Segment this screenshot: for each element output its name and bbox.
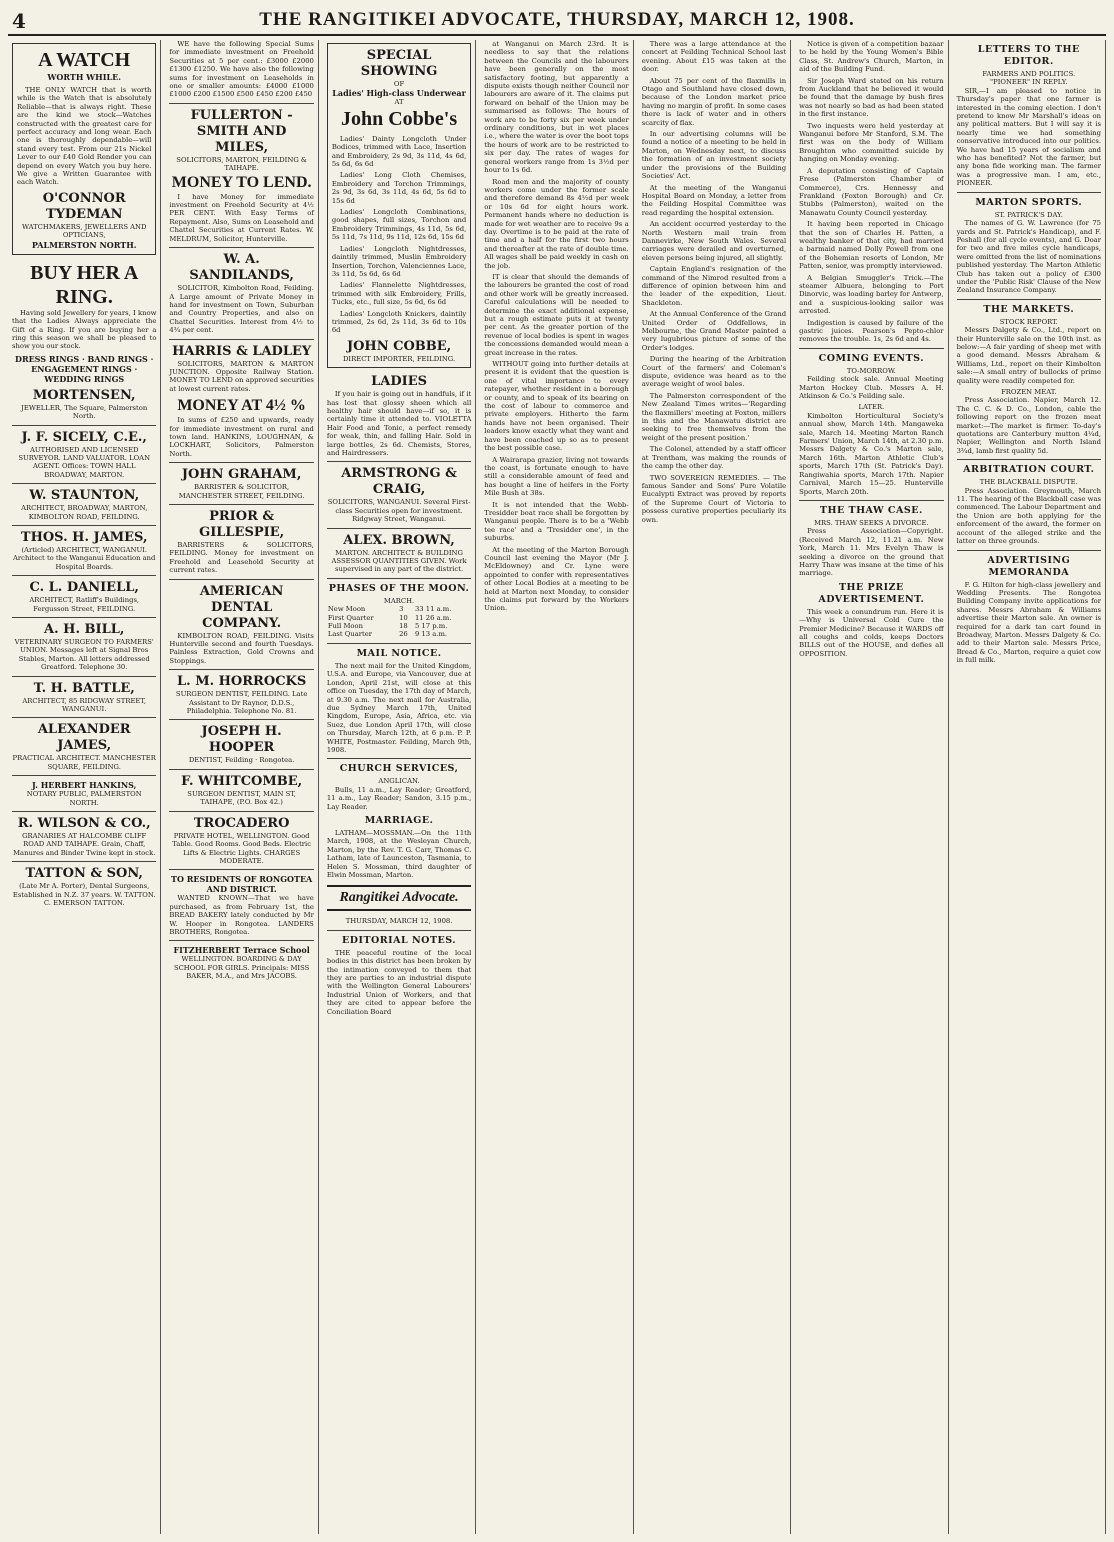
divider [12,861,156,862]
news-paragraph: About 75 per cent of the flaxmills in Otago and Southland have closed down, because of the London market price having no margin of profit. In some cases there is lack of water and in others scarcity of flax. [641,76,787,127]
card-james [12,530,156,571]
card-text: MARTON. ARCHITECT & BUILDING ASSESSOR QUANTITIES GIVEN. Work supervised in any part of the district. [331,548,467,574]
news-paragraph: TWO SOVEREIGN REMEDIES. — The famous Sander and Sons' Pure Volatile Eucalypti Extract was proved by reports of the Supreme Court of Victoria to possess curative properties peculiarly its own. [641,473,787,524]
table-row [327,630,471,638]
article-paragraph: At the meeting of the Marton Borough Council last evening the Mayor (Mr J. McEldowney) and Cr. Lyne were appointed to confer with representatives of other Local Bodies at a meeting to be held at Marton next Monday, to consider the claims put forward by the Workers Union. [484,545,629,613]
watch-subheading: WORTH WHILE. [47,72,121,82]
watch-heading: A WATCH [38,49,131,71]
card-name: HARRIS & LADLEY [172,343,312,359]
column-5 [638,40,791,1534]
cobbe-sub: DIRECT IMPORTER, FEILDING. [342,354,456,363]
special-of: OF [393,80,405,88]
marriage-heading: MARRIAGE. [364,814,434,826]
divider [799,348,943,349]
editorial-heading: EDITORIAL NOTES. [342,934,457,946]
news-paragraph: It having been reported in Chicago that the son of Charles H. Patten, a wealthy banker of that city, had married a barmaid named Dolly Powell from one of the Bohemian resorts of London, Mr Patten, senior, was promptly interviewed. [799,220,944,271]
watch-text: THE ONLY WATCH that is worth while is the Watch that is absolutely Reliable—that is always right. These are the kind we stock—Watches constructed with the greatest care for perfect accuracy and long wear. Each one is thoroughly dependable—will stand every test. From our 21s Nickel Lever to our £40 Gold Render you can depend on every Watch you buy here. We give a Written Guarantee with each Watch. [17,86,152,187]
news-paragraph: An accident occurred yesterday to the North Western mail train from Dannevirke, New South Wales. Several carriages were derailed and overturned, eleven persons being injured, all slightly. [641,220,787,262]
moon-phase: First Quarter [327,613,374,622]
news-paragraph: During the hearing of the Arbitration Court of the farmers' and Coleman's dispute, evidence was heard as to the average weight of wool bales. [641,355,787,389]
column-6 [795,40,948,1534]
divider [957,459,1101,460]
card-text: VETERINARY SURGEON TO FARMERS' UNION. Messages left at Signal Bros Stables, Marton. All letters addressed Greatford. Telephone 30. [14,638,154,672]
card-text: WELLINGTON. BOARDING & DAY SCHOOL FOR GIRLS. Principals: MISS BAKER, M.A., and Mrs JACOBS. [173,955,310,981]
card-name: W. A. SANDILANDS, [189,252,294,284]
marriage-text: LATHAM—MOSSMAN.—On the 11th March, 1908, at the Wesleyan Church, Marton, by the Rev. T. G. Carr, Thomas C. Latham, late of Launceston, Tasmania, to Helen S. Mossman, third daughter of Elwin Mossman, Marton. [326,828,472,879]
moon-time: 9 13 a.m. [414,630,448,639]
card-text: SURGEON DENTIST, MAIN ST, TAIHAPE, (P.O. Box 42.) [187,789,296,807]
card-name: TATTON & SON, [25,866,143,882]
card-text: NOTARY PUBLIC, PALMERSTON NORTH. [26,790,142,807]
cobbe-advert [327,43,471,368]
divider [957,192,1101,193]
article-paragraph: A Wairarapa grazier, living not towards the coast, is fortunate enough to have still a considerable amount of feed and has bought a line of heifers in the Forty Mile Bush at 38s. [484,455,629,498]
letters-subheading: FARMERS AND POLITICS. [982,70,1076,78]
special-heading: SPECIAL SHOWING [360,48,438,79]
card-name: FITZHERBERT Terrace School [173,945,310,956]
moon-heading: PHASES OF THE MOON. [328,582,470,594]
arbitration-heading: ARBITRATION COURT. [963,464,1095,476]
firm-tydeman: TYDEMAN [45,206,123,222]
news-paragraph: A deputation consisting of Captain Frese (Palmerston Chamber of Commerce), Crs. Hennessy and Frankland (Foxton Borough) and Cr. Stubbs (Palmerston), waited on the Manawatu County Council yesterday. [799,166,944,217]
news-paragraph: Notice is given of a competition bazaar to be held by the Young Women's Bible Class, St. Andrew's Church, Marton, in aid of the Building Fund. [799,40,944,74]
prize-text: This week a conundrum run. Here it is—Why is Universal Cold Cure the Premier Medicine? Because it WARDS off all coughs and colds, keeps Doctors BILLS out of the HOUSE, and defies all OPPOSITION. [799,607,944,658]
card-name: ARMSTRONG & CRAIG, [341,466,457,498]
special-line: Ladies' High-class Underwear [332,88,466,99]
ring-advert [12,261,156,421]
moon-month: MARCH. [383,596,415,605]
divider [327,643,471,644]
ring-list: DRESS RINGS · BAND RINGS · ENGAGEMENT RINGS · WEDDING RINGS [15,353,154,384]
divider [12,775,156,776]
later-text: Kimbolton Horticultural Society's annual show, March 14th. Mangaweka sale, March 14. Meeting Marton Ranch Farmers' Union, March 14th, at 2.30 p.m. Messrs Dalgety & Co.'s Marton sale, March 16th. Marton Athletic Club's sports, March 17th (St. Patrick's Day). Rangiwahia sports, March 17th. Napier Carnival, March 15—25. Hunterville Sports, March 20th. [799,411,944,496]
divider [12,483,156,484]
columns [8,40,1106,1534]
card-name: J. F. SICELY, C.E., [21,429,147,445]
divider [169,103,313,104]
list-item: Ladies' Longcloth Combinations, good shapes, full sizes, Torchon and Embroidery Trimmings, 4s 11d, 5s 6d, 5s 11d, 7s 11d, 9s 11d, 12s 6d, 15s 6d [331,208,467,242]
divider [957,299,1101,300]
special-at: AT [394,98,404,107]
divider [327,758,471,759]
column-3 [323,40,476,1534]
card-staunton [12,488,156,521]
divider [327,461,471,462]
card-name: JOSEPH H. HOOPER [201,724,282,756]
ladies-heading: LADIES [371,374,427,390]
list-item: Ladies' Flannelette Nightdresses, trimmed with silk Embroidery, Frills, Tucks, etc., full size, 5s 6d, 6s 6d [331,281,467,307]
card-sicely [12,430,156,480]
letter-text: SIR,—I am pleased to notice in Thursday's paper that one farmer is interested in the coming election. I don't pretend to know Mr Marshall's ideas on any political matters. But I will say it is nearly time we had something conservative introduced into our politics. We have had 15 years of socialism and who has benefited? Not the farmer, but any bona fide working man. The farmer was a progressive man. I am, etc., PIONEER. [956,86,1101,188]
divider [12,717,156,718]
card-name: JOHN GRAHAM, [181,467,302,483]
underwear-list [332,135,466,335]
card-name: C. L. DANIELL, [29,580,139,596]
card-text: PRACTICAL ARCHITECT. MANCHESTER SQUARE, FEILDING. [12,754,156,771]
money-heading: MONEY TO LEND. [171,173,312,191]
card-text: (Articled) ARCHITECT, WANGANUI. Architect to the Wanganui Education and Hospital Boards. [12,545,156,571]
card-name: T. H. BATTLE, [33,680,135,696]
editorial-text: THE peaceful routine of the local bodies in this district has been broken by the intimation conveyed to them that they are parties to an industrial dispute with the Wellington General Labourers' Industrial Union of Workers, and that they are cited to appear before the Conciliation Board [326,948,472,1016]
divider [12,811,156,812]
card-name: PRIOR & GILLESPIE, [199,509,285,540]
card-daniell [12,580,156,613]
moon-day: 18 [399,622,408,631]
card-text: ARCHITECT, Ratliff's Buildings, Fergusson Street, FEILDING. [29,596,140,613]
divider [169,247,313,248]
card-text: SOLICITORS, MARTON & MARTON JUNCTION. Opposite Railway Station. MONEY TO LEND on approved securities at lowest current rates. [169,359,314,393]
money4-heading: MONEY AT 4½ % [177,397,306,415]
cobbe-name: John Cobbe's [340,107,458,130]
church-sub: ANGLICAN. [378,777,420,786]
watch-advert [12,43,156,255]
news-paragraph: At the Annual Conference of the Grand United Order of Oddfellows, in Melbourne, the Grand Master painted a very lugubrious picture of some of the Order's lodges. [641,310,787,352]
thaw-subheading: MRS. THAW SEEKS A DIVORCE. [814,518,929,527]
page-number: 4 [12,9,26,33]
divider [169,669,313,670]
news-paragraph: Indigestion is caused by failure of the gastric juices. Pearson's Pepto-chlor removes the trouble. 1s, 2s 6d and 4s. [799,318,944,344]
stock-heading: STOCK REPORT. [999,317,1058,326]
list-item: Ladies' Longcloth Knickers, daintily trimmed, 2s 6d, 2s 11d, 3s 6d to 10s 6d [331,309,467,335]
divider [12,425,156,426]
frozen-text: Press Association. Napier, March 12. The C. C. & D. Co., London, cable the following report on the frozen meat market:—The market is firmer. To-day's quotations are Canterbury mutton 4¼d, Napier, Wellington and North Island 3¾d, lamb first quality 5d. [956,396,1101,455]
money4-advert [169,396,313,458]
arbitration-subheading: THE BLACKBALL DISPUTE. [979,478,1078,487]
news-paragraph: In our advertising columns will be found a notice of a meeting to be held in Marton, on Wednesday next, to discuss the formation of an investment society under the provisions of the Building Societies' Act. [641,130,787,181]
column-1 [8,40,161,1534]
thaw-heading: THE THAW CASE. [819,504,923,516]
card-harris [169,344,313,394]
card-name: TO RESIDENTS OF RONGOTEA AND DISTRICT. [171,874,313,895]
card-text: BARRISTERS & SOLICITORS, FEILDING. Money for investment on Freehold and Leasehold Security at current rates. [169,541,314,575]
card-text: ARCHITECT, BROADWAY, MARTON, KIMBOLTON ROAD, FEILDING. [21,504,148,521]
ladies-text: If you hair is going out in handfuls, if it has lost that glossy sheen which all healthy hair should have—if so, it is certainly time it attended to. VIOLETTA Hair Food and Tonic, a perfect remedy for weak, thin, and falling Hair. Sold in large bottles, 2s 6d. Chemists, Stores, and Hairdressers. [326,390,472,457]
card-hooper [169,724,313,764]
card-tatton [12,866,156,907]
list-item: Ladies' Longcloth Nightdresses, daintily trimmed, Muslin Embroidery Insertion, Torchon, Valenciennes Lace, 3s 11d, 5s 6d, 6s 6d [331,244,467,278]
card-armstrong [327,466,471,523]
card-text: WANTED KNOWN—That we have purchased, as from February 1st, the BREAD BAKERY lately conducted by Mr W. Hooper in Rongotea. LANDERS BROTHERS, Rongotea. [169,894,314,936]
card-fullerton [169,108,313,173]
church-heading: CHURCH SERVICES, [339,763,459,775]
memoranda-heading: ADVERTISING MEMORANDA [987,554,1071,578]
masthead [8,6,1106,36]
card-name: L. M. HORROCKS [177,674,307,690]
mortensen-name: MORTENSEN, [32,387,136,403]
divider [169,504,313,505]
cobbe-name-2: JOHN COBBE, [346,338,452,354]
money4-text: In sums of £250 and upwards, ready for immediate investment on rural and town land. HANKINS, LOUGHNAN, & LOCKHART, Solicitors, Palmerston North. [169,416,314,458]
card-text: PRIVATE HOTEL, WELLINGTON. Good Table. Good Rooms. Good Beds. Electric Lifts & Electric Lights. CHARGES MODERATE. [172,831,312,865]
divider [327,528,471,529]
news-paragraph: The Palmerston correspondent of the New Zealand Times writes—'Regarding the flaxmillers' meeting at Foxton, millers in this and the Manawatu district are seeking to free themselves from the weight of the present position.' [641,391,787,442]
stock-text: Messrs Dalgety & Co., Ltd., report on their Hunterville sale on the 10th inst. as below:—A fair yarding of sheep met with a good demand. Messrs Abraham & Williams, Ltd., report on their Kimbolton sale:—A small entry of bullocks of prime quality were readily competed for. [956,326,1101,385]
divider [169,339,313,340]
news-paragraph: A Belgian Smuggler's Trick.—The steamer Albuera, belonging to Port Dinorvic, was loading barley for Antwerp, and a suspicious-looking sailor was arrested. [799,273,944,316]
divider [799,500,943,501]
card-sandilands [169,252,313,334]
article-paragraph: It is not intended that the Webb-Tresidder boat race shall be forgotten by Wanganui people. There is to be a 'Webb tee race' and a 'Tresidder one', in the suburbs. [484,500,629,543]
thaw-text: Press Association—Copyright. (Received March 12, 11.21 a.m. New York, March 11. Mrs Evelyn Thaw is seeking a divorce on the ground that Harry Thaw was insane at the time of his marriage. [799,527,944,578]
card-alexander [12,722,156,771]
card-dental [169,584,313,666]
divider [327,578,471,579]
column-4 [480,40,633,1534]
mail-text: The next mail for the United Kingdom, U.S.A. and Europe, via Vancouver, due at London, April 21st, will close at this office on Tuesday, the 17th day of March, at 9.30 a.m. The next mail for Australia, due Sydney March 17th, United Kingdom, Europe, Asia, Africa, etc. via Suez, due London April 17th, will close on Thursday, March 12th, at 6 p.m. P. P. WHITE, Postmaster. Feilding, March 9th, 1908. [326,661,472,754]
column-2 [165,40,318,1534]
ring-text: Having sold Jewellery for years, I know that the Ladies Always appreciate the Gift of a Ring. If you are buying her a ring this season we shall be pleased to show you our stock. [12,308,157,351]
moon-table [327,605,471,639]
events-heading: COMING EVENTS. [818,352,925,364]
sums-text: WE have the following Special Sums for immediate investment on Freehold Securities at 5 per cent.: £3000 £2000 £1300 £1250. We have also the following sums for investment on Leaseholds in one or smaller amounts: £4000 £1000 £1000 £200 £1500 £500 £450 £200 £450 [169,40,314,99]
news-paragraph: There was a large attendance at the concert at Feilding Technical School last evening. About £15 was taken at the door. [641,40,787,74]
news-paragraph: Captain England's resignation of the command of the Nimrod resulted from a difference of opinion between him and the leader of the expedition, Lieut. Shackleton. [641,265,787,307]
divider [169,869,313,870]
divider [169,462,313,463]
moon-time: 11 26 a.m. [414,613,452,622]
card-name: A. H. BILL, [44,622,125,637]
divider [957,550,1101,551]
card-name: ALEXANDER JAMES, [37,722,131,754]
moon-day: 3 [399,605,404,614]
card-text: GRANARIES AT HALCOMBE CLIFF ROAD AND TAIHAPE. Grain, Chaff, Manures and Binder Twine kept in stock. [13,832,156,857]
card-name: THOS. H. JAMES, [20,529,148,545]
card-text: BARRISTER & SOLICITOR, MANCHESTER STREET, FEILDING. [178,483,305,500]
moon-day: 26 [399,630,408,639]
card-graham [169,467,313,500]
moon-time: 5 17 p.m. [414,622,448,631]
card-fitzherbert [169,945,313,980]
tomorrow-heading: TO-MORROW. [846,366,896,375]
divider [169,719,313,720]
newspaper-title: THE RANGITIKEI ADVOCATE, THURSDAY, MARCH 12, 1908. [259,9,855,30]
card-rongotea [169,874,313,936]
moon-phase: Full Moon [327,622,363,631]
inner-masthead: Rangitikei Advocate. [327,885,471,911]
card-battle [12,681,156,714]
money-text: I have Money for immediate investment on Freehold Security at 4½ PER CENT. With Easy Terms of Repayment. Also, Sums on Leasehold and Chattel Securities at Current Rates. W. MELDRUM, Solicitor, Hunterville. [169,192,314,243]
table-row [327,614,471,622]
sports-heading: MARTON SPORTS. [975,196,1083,208]
sports-subheading: ST. PATRICK'S DAY. [994,210,1063,219]
later-heading: LATER. [858,403,885,412]
moon-time: 33 11 a.m. [414,605,452,614]
card-name: R. WILSON & CO., [17,816,151,832]
card-text: KIMBOLTON ROAD, FEILDING. Visits Hunterville second and fourth Tuesdays. Painless Extraction, Gold Crowns and Stoppings. [169,631,314,665]
ring-heading: BUY HER A RING. [30,261,139,308]
prize-heading: THE PRIZE ADVERTISEMENT. [818,581,925,605]
firm-oconnor: O'CONNOR [42,190,126,206]
card-whitcombe [169,774,313,807]
card-prior [169,509,313,575]
moon-section [327,583,471,639]
arbitration-text: Press Association. Greymouth, March 11. The hearing of the Blackball case was commenced. The Labour Department and the Union are both applying for the enforcement of the award, the former on account of the alleged strike and the latter on three grounds. [956,486,1101,546]
memoranda-text: F. G. Hilton for high-class jewellery and Wedding Presents. The Rongotea Building Company invite applications for shares. Messrs Abraham & Williams advertise their Marton sale. An owner is required for a dark tan cart found in Broadway, Marton. Messrs Dalgety & Co. add to their Marton sale. Messrs Price, Bread & Co., Marton, require a quiet cow in full milk. [956,580,1101,665]
card-text: AUTHORISED AND LICENSED SURVEYOR. LAND VALUATOR. LOAN AGENT. Offices: TOWN HALL BROADWAY, MARTON. [18,445,151,479]
moon-phase: Last Quarter [327,630,373,639]
divider [327,930,471,931]
moon-day: 10 [399,613,408,622]
article-paragraph: Road men and the majority of county workers come under the former scale and therefore demand 8s 4½d per week or 10s 6d for eight hours work. Permanent hands where no deduction is made for wet weather are to receive 9s a day. Overtime is to be paid at the rate of time and a half for the first two hours and thereafter at the rate of double time. All wages shall be paid weekly in cash on the job. [484,177,629,270]
card-brown [327,533,471,574]
divider [169,579,313,580]
tomorrow-text: Feilding stock sale. Annual Meeting Marton Hockey Club. Messrs A. H. Atkinson & Co.'s Feilding sale. [799,375,944,401]
card-horrocks [169,674,313,715]
divider [12,617,156,618]
divider [12,575,156,576]
news-paragraph: The Colonel, attended by a staff officer at Trentham, was making the rounds of the camp the other day. [641,445,787,471]
sports-text: The names of G. W. Lawrence (for 75 yards and St. Patrick's Handicap), and F. Peshall (for all cycle events), and G. Doar for two and five miles cycle handicaps, were omitted from the list of nominations published yesterday. The Marton Athletic Club has taken out a policy of £300 under the 'Public Risk' Clause of the New Zealand Insurance Company. [956,219,1101,295]
card-name: TROCADERO [193,815,290,831]
letters-subheading-2: "PIONEER" IN REPLY. [990,78,1068,87]
article-paragraph: WITHOUT going into further details at present it is evident that the question is one of vital importance to every ratepayer, whether resident in a borough or county, and to speak of its bearing on the cost of labour to commerce and private employers. Hitherto the farm hands have not been organised. Their leaders know exactly what they want and have been coached up so as to present the best possible case. [484,360,629,453]
card-text: SOLICITORS, MARTON, FEILDING & TAIHAPE. [176,155,307,173]
news-paragraph: Sir Joseph Ward stated on his return from Auckland that he believed it would be found that the damage by bush fires was not nearly so bad as had been stated in the first instance. [799,76,944,119]
card-text: SOLICITOR, Kimbolton Road, Feilding. A Large amount of Private Money in hand for investment on Town, Suburban and Country Properties, and also on Chattel Securities. Interest from 4½ to 4¾ per cent. [169,284,314,335]
table-row [327,622,471,630]
card-name: W. STAUNTON, [29,488,140,504]
mail-heading: MAIL NOTICE. [356,647,442,659]
card-name: F. WHITCOMBE, [181,773,303,789]
news-paragraph: Two inquests were held yesterday at Wanganui before Mr Stanford, S.M. The first was on the body of William Broughton who committed suicide by hanging on Monday evening. [799,121,944,164]
letters-heading: LETTERS TO THE EDITOR. [977,44,1080,67]
firm-place: PALMERSTON NORTH. [31,239,137,250]
card-text: DENTIST, Feilding · Rongotea. [188,756,295,765]
ladies-advert [327,374,471,457]
card-text: SOLICITORS, WANGANUI. Several First-class Securities open for investment. Ridgway Street, Wanganui. [327,498,471,524]
frozen-heading: FROZEN MEAT. [1001,388,1057,396]
card-name: FULLERTON - SMITH AND MILES, [190,107,293,155]
divider [169,811,313,812]
card-trocadero [169,816,313,866]
card-name: J. HERBERT HANKINS, [31,780,137,791]
mortensen-sub: JEWELLER, The Square, Palmerston North. [21,403,148,421]
card-name: ALEX. BROWN, [343,532,455,548]
church-text: Bulls, 11 a.m., Lay Reader; Greatford, 11 a.m., Lay Reader; Sandon, 3.15 p.m., Lay Reader. [326,785,472,811]
article-paragraph: IT is clear that should the demands of the labourers be granted the cost of road and other work will be greatly increased. Careful calculations will be needed to determine the exact additional expense, but a rough estimate puts it at twenty per cent. As the greater portion of the revenue of local bodies is spent in wages the concessions demanded would mean a great increase in the rates. [484,272,629,357]
divider [12,676,156,677]
table-row [327,605,471,613]
list-item: Ladies' Long Cloth Chemises, Embroidery and Torchon Trimmings, 2s 9d, 3s 6d, 3s 11d, 4s 6d, 5s 6d to 15s 6d [331,171,467,205]
article-paragraph: at Wanganui on March 23rd. It is needless to say that the relations between the Councils and the labourers have been generally on the most satisfactory footing, but apparently a dispute exists though neither Council nor labourers are aware of it. The claims put forward on behalf of the Union may be summarised as follows: The hours of work are to be forty six per week under ordinary conditions, but in wet places i.e., where the water is over the boot tops the hours of work are to be restricted to six per day. The rates of wages for general workers range from 1s 3½d per hour to 1s 6d. [484,40,629,175]
card-text: ARCHITECT, 85 RIDGWAY STREET, WANGANUI. [22,696,147,714]
money-advert [169,173,313,243]
card-wilson [12,816,156,857]
card-hankins [12,780,156,807]
list-item: Ladies' Dainty Longcloth Under Bodices, trimmed with Lace, Insertion and Embroidery, 2s 9d, 3s 11d, 4s 6d, 5s 6d, 6s 6d [331,134,467,169]
firm-trade: WATCHMAKERS, JEWELLERS AND OPTICIANS, [21,222,147,240]
column-7 [953,40,1106,1534]
moon-phase: New Moon [327,605,366,614]
divider [12,525,156,526]
card-text: (Late Mr A. Porter), Dental Surgeons, Established in N.Z. 37 years. W. TATTON. C. EMERSON TATTON. [12,882,156,908]
divider [169,769,313,770]
markets-heading: THE MARKETS. [983,303,1075,315]
inner-masthead-date: THURSDAY, MARCH 12, 1908. [345,917,453,926]
card-text: SURGEON DENTIST, FEILDING. Late Assistant to Dr Raynor, D.D.S., Philadelphia. Telephone No. 81. [175,690,308,716]
card-bill [12,622,156,672]
divider [169,940,313,941]
news-paragraph: At the meeting of the Wanganui Hospital Board on Monday, a letter from the Feilding Hospital Committee was read regarding the hospital extension. [641,183,787,217]
card-name: AMERICAN DENTAL COMPANY. [199,583,284,631]
